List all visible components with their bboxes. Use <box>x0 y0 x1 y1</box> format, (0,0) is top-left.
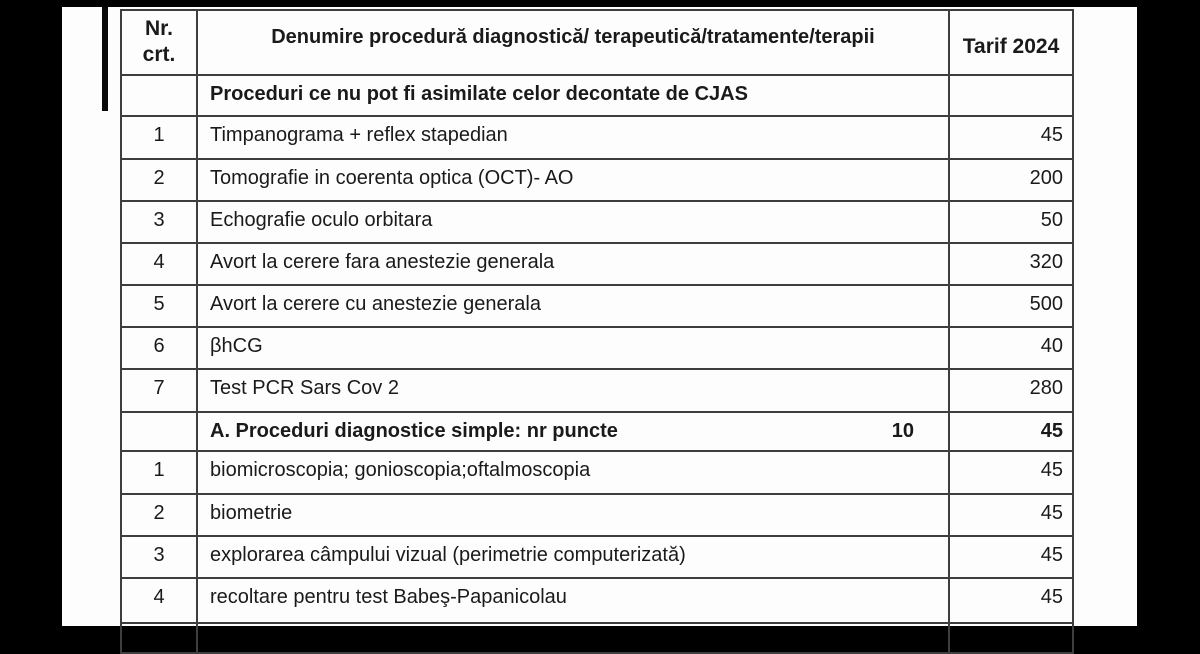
tariff-cell: 45 <box>949 116 1073 159</box>
procedures-tariff-table <box>120 9 1074 654</box>
col-header-nr-line2: crt. <box>142 43 176 66</box>
tariff-cell: 40 <box>949 327 1073 369</box>
procedure-name-cell: Timpanograma + reflex stapedian <box>197 116 949 159</box>
tariff-cell: 45 <box>949 494 1073 536</box>
procedure-name-cell: biometrie <box>197 494 949 536</box>
section-title: Proceduri ce nu pot fi asimilate celor decontate de CJAS <box>197 75 949 116</box>
procedure-name-cell: Tomografie in coerenta optica (OCT)- AO <box>197 159 949 201</box>
scan-edge-artifact <box>102 7 108 111</box>
row-number-cell: 2 <box>121 159 197 201</box>
section-row <box>121 75 1073 116</box>
row-number-cell: 1 <box>121 116 197 159</box>
tariff-cell: 45 <box>949 578 1073 623</box>
row-number-cell: 6 <box>121 327 197 369</box>
procedure-name-cell: Avort la cerere fara anestezie generala <box>197 243 949 285</box>
table-row <box>121 536 1073 578</box>
table-row <box>121 243 1073 285</box>
tariff-cell: 280 <box>949 369 1073 412</box>
procedure-name-cell: βhCG <box>197 327 949 369</box>
header-row <box>121 10 1073 75</box>
col-header-nr <box>121 10 197 75</box>
tariff-cell: 45 <box>949 536 1073 578</box>
table-row <box>121 494 1073 536</box>
procedure-name-cell: Test PCR Sars Cov 2 <box>197 369 949 412</box>
table-row <box>121 159 1073 201</box>
row-number-cell: 7 <box>121 369 197 412</box>
procedure-name-cell: Echografie oculo orbitara <box>197 201 949 243</box>
tariff-cell <box>949 75 1073 116</box>
section-title-label: A. Proceduri diagnostice simple: nr puncte <box>210 420 618 442</box>
table-row <box>121 578 1073 623</box>
table-row <box>121 451 1073 494</box>
tariff-cell: 320 <box>949 243 1073 285</box>
col-header-tariff: Tarif 2024 <box>949 10 1073 75</box>
col-header-nr-line1: Nr. <box>144 17 173 40</box>
section-row <box>121 412 1073 451</box>
procedure-name-cell: biomicroscopia; gonioscopia;oftalmoscopia <box>197 451 949 494</box>
table-row <box>121 116 1073 159</box>
col-header-procedure: Denumire procedură diagnostică/ terapeutică/tratamente/terapii <box>197 10 949 75</box>
table-row <box>121 369 1073 412</box>
section-title <box>197 412 949 451</box>
procedure-name-cell: explorarea câmpului vizual (perimetrie computerizată) <box>197 536 949 578</box>
tariff-cell: 200 <box>949 159 1073 201</box>
tariff-cell: 45 <box>949 412 1073 451</box>
table-row <box>121 285 1073 327</box>
row-number-cell: 1 <box>121 451 197 494</box>
row-number-cell: 4 <box>121 243 197 285</box>
table-row <box>121 327 1073 369</box>
row-number-cell: 4 <box>121 578 197 623</box>
row-number-cell: 5 <box>121 285 197 327</box>
row-number-cell: 3 <box>121 536 197 578</box>
tariff-cell: 500 <box>949 285 1073 327</box>
procedure-name-cell: Avort la cerere cu anestezie generala <box>197 285 949 327</box>
tariff-cell: 45 <box>949 451 1073 494</box>
points-value: 10 <box>891 420 914 442</box>
row-number-cell: 3 <box>121 201 197 243</box>
tariff-cell: 50 <box>949 201 1073 243</box>
row-number-cell <box>121 75 197 116</box>
row-number-cell: 2 <box>121 494 197 536</box>
partial-next-row <box>121 623 1073 653</box>
procedure-name-cell: recoltare pentru test Babeş-Papanicolau <box>197 578 949 623</box>
table-row <box>121 201 1073 243</box>
row-number-cell <box>121 412 197 451</box>
